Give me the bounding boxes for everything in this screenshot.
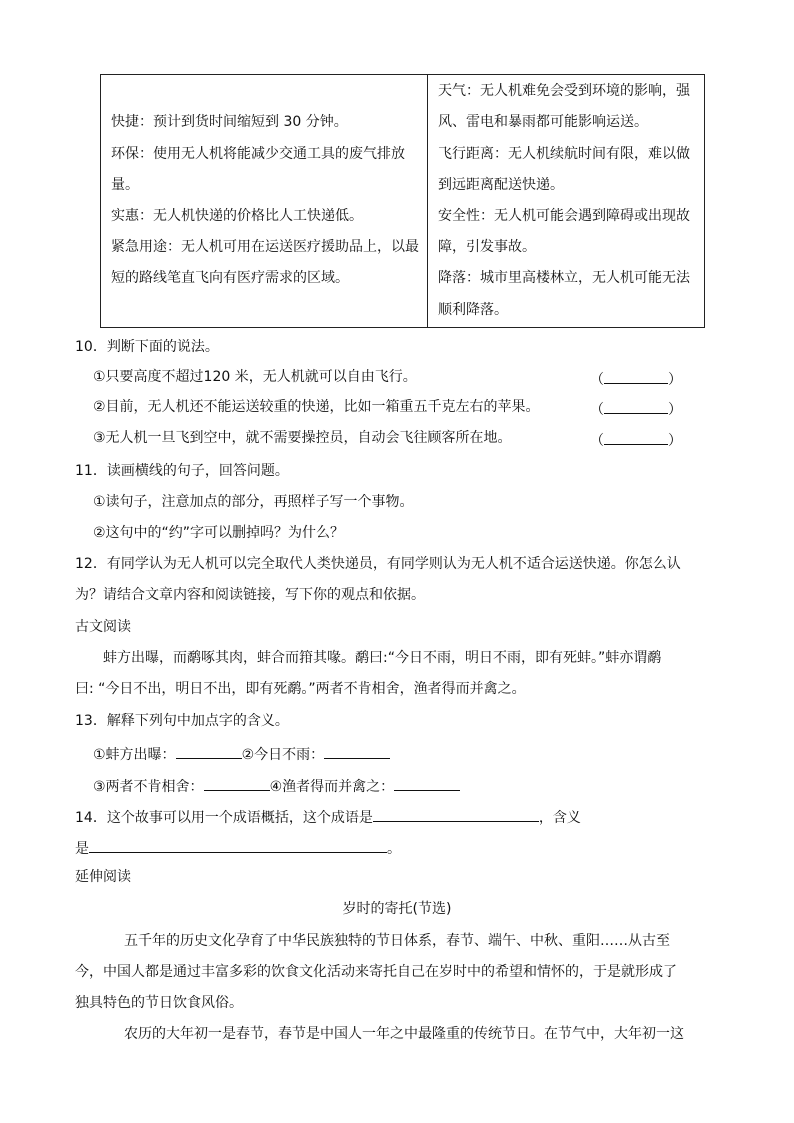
classical-line-1: 蚌方出曝，而鹬啄其肉，蚌合而箝其喙。鹬曰:“今日不雨，明日不雨，即有死蚌。”蚌亦谓鹬 bbox=[103, 650, 662, 666]
article-title: 岁时的寄托(节选) bbox=[342, 901, 452, 917]
q14-text-c: 是 bbox=[75, 841, 89, 857]
q13-a-label: ①蚌方出曝： bbox=[93, 747, 176, 763]
disadvantage-distance: 飞行距离：无人机续航时间有限，难以做到远距离配送快递。 bbox=[438, 145, 690, 193]
q13-row-1 bbox=[93, 742, 390, 765]
para1-line-1: 五千年的历史文化孕育了中华民族独特的节日体系，春节、端午、中秋、重阳……从古至 bbox=[124, 933, 670, 949]
q10-item-1: ①只要高度不超过120 米，无人机就可以自由飞行。 bbox=[93, 369, 417, 385]
disadvantage-landing: 降落：城市里高楼林立，无人机可能无法顺利降落。 bbox=[438, 270, 690, 318]
q13-a-blank[interactable] bbox=[176, 742, 242, 759]
q14-idiom-blank[interactable] bbox=[373, 805, 539, 822]
q13-d-blank[interactable] bbox=[394, 774, 460, 791]
disadvantage-weather: 天气：无人机难免会受到环境的影响，强风、雷电和暴雨都可能影响运送。 bbox=[438, 83, 690, 131]
answer-blank[interactable] bbox=[604, 428, 668, 445]
q13-b-label: ②今日不雨： bbox=[241, 747, 325, 763]
classical-heading: 古文阅读 bbox=[75, 619, 131, 635]
advantages-cell bbox=[101, 75, 428, 328]
q10-stem: 10．判断下面的说法。 bbox=[75, 339, 219, 355]
advantage-eco: 环保：使用无人机将能减少交通工具的废气排放量。 bbox=[111, 145, 405, 193]
q13-c-label: ③两者不肯相舍： bbox=[93, 779, 204, 795]
q14-meaning-blank[interactable] bbox=[89, 836, 387, 853]
answer-blank[interactable] bbox=[604, 367, 668, 384]
q13-c-blank[interactable] bbox=[204, 774, 270, 791]
q13-d-label: ④渔者得而并禽之： bbox=[269, 779, 395, 795]
q14-text-a: 14．这个故事可以用一个成语概括，这个成语是 bbox=[75, 810, 373, 826]
q10-answer-2[interactable]: （ ） bbox=[590, 397, 682, 420]
q12-line-1: 12．有同学认为无人机可以完全取代人类快递员，有同学则认为无人机不适合运送快递。你怎么认 bbox=[75, 556, 681, 572]
advantage-emergency: 紧急用途：无人机可用在运送医疗援助品上，以最短的路线笔直飞向有医疗需求的区域。 bbox=[111, 239, 419, 287]
q11-stem: 11．读画横线的句子，回答问题。 bbox=[75, 463, 289, 479]
disadvantages-cell bbox=[428, 75, 705, 328]
q10-item-3: ③无人机一旦飞到空中，就不需要操控员，自动会飞往顾客所在地。 bbox=[93, 430, 512, 446]
q13-b-blank[interactable] bbox=[324, 742, 390, 759]
q13-row-2 bbox=[93, 774, 460, 797]
q10-item-2: ②目前，无人机还不能运送较重的快递，比如一箱重五千克左右的苹果。 bbox=[93, 399, 540, 415]
q13-stem: 13．解释下列句中加点字的含义。 bbox=[75, 713, 289, 729]
advantage-speed: 快捷：预计到货时间缩短到 30 分钟。 bbox=[111, 114, 348, 131]
q14-line-2 bbox=[75, 836, 401, 859]
q11-item-2: ②这句中的“约”字可以删掉吗？为什么？ bbox=[93, 525, 345, 541]
answer-blank[interactable] bbox=[604, 397, 668, 414]
q10-answer-3[interactable]: （ ） bbox=[590, 428, 682, 451]
q14-text-d: 。 bbox=[387, 841, 401, 857]
classical-line-2: 曰: “今日不出，明日不出，即有死鹬。”两者不肯相舍，渔者得而并禽之。 bbox=[75, 681, 526, 697]
disadvantage-safety: 安全性：无人机可能会遇到障碍或出现故障，引发事故。 bbox=[438, 208, 690, 256]
para2-line-1: 农历的大年初一是春节，春节是中国人一年之中最隆重的传统节日。在节气中，大年初一这 bbox=[124, 1026, 684, 1042]
para1-line-2: 今，中国人都是通过丰富多彩的饮食文化活动来寄托自己在岁时中的希望和情怀的，于是就形成了 bbox=[75, 964, 677, 980]
q14-line-1 bbox=[75, 805, 581, 828]
extended-heading: 延伸阅读 bbox=[75, 869, 131, 885]
comparison-table bbox=[100, 74, 705, 328]
q10-answer-1[interactable]: （ ） bbox=[590, 367, 682, 390]
q11-item-1: ①读句子，注意加点的部分，再照样子写一个事物。 bbox=[93, 494, 414, 510]
q12-line-2: 为？请结合文章内容和阅读链接，写下你的观点和依据。 bbox=[75, 587, 425, 603]
advantage-cost: 实惠：无人机快递的价格比人工快递低。 bbox=[111, 208, 363, 224]
q14-text-b: ，含义 bbox=[538, 810, 581, 826]
para1-line-3: 独具特色的节日饮食风俗。 bbox=[75, 995, 243, 1011]
